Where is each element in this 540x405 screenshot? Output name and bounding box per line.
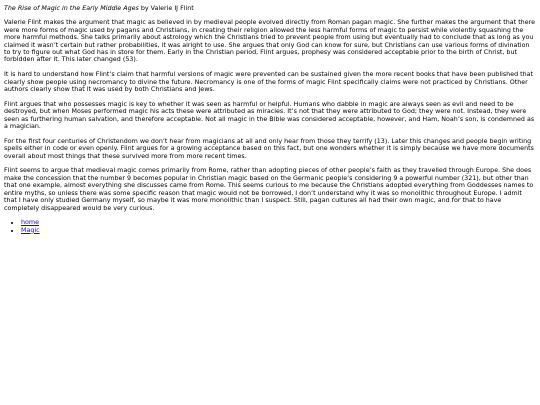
paragraph-necromancy: It is hard to understand how Flint’s claim that harmful versions of magic were prevented can be sustained given the more recent books that have been published that clearly show people using necromancy to divine the future. Necromancy is one of the forms of magic Flint specifically claims were not practiced by Christians. Other authors clearly show that it was used by both Christians and Jews. — [4, 71, 534, 94]
paragraph-intro: Valerie Flint makes the argument that magic as believed in by medieval people evolved directly from Roman pagan magic. She further makes the argument that there were more forms of magic used by pagans and Christians, in creating their religion allowed the less harmful forms of magic to persist while violently squashing the more harmful methods. She talks primarily about astrology which the Christians tried to prevent people from using but eventually had to conclude that as long as you claimed it wasn’t certain but rather probabilities, it was alright to use. She argues that only God can know for sure, but Christians can use various forms of divination to try to figure out what God has in store for them. Early in the Christian period, Flint argues, prophesy was considered acceptable prior to the birth of Christ, but forbidden after it. This later changed (53). — [4, 19, 535, 64]
nav-list — [4, 219, 535, 234]
page-heading — [4, 5, 535, 12]
book-title: The Rise of Magic in the Early Middle Ages — [4, 5, 139, 12]
magic-link[interactable]: Magic — [21, 226, 40, 234]
home-link[interactable]: home — [21, 219, 39, 227]
nav-item-magic — [21, 227, 535, 234]
paragraph-possession: Flint argues that who possesses magic is key to whether it was seen as harmful or helpful. Humans who dabble in magic are always seen as evil and need to be destroyed, but when Moses performed magic his acts these were attributed as miracles. It’s not that they were attributed to God; they were not. Instead, they were seen as furthering human salvation, and therefore acceptable. Not all magic in the Bible was considered acceptable, however, and Ham, Noah’s son, is condemned as a magician. — [4, 100, 535, 131]
author-line: by Valerie IJ Flint — [138, 5, 194, 12]
paragraph-rome: Flint seems to argue that medieval magic comes primarily from Rome, rather than adopting pieces of other people’s faith as they travelled through Europe. She does make the concession that the number 9 becomes popular in Christian magic based on the Germanic people’s considering 9 a powerful number (321), but other than that one example, almost everything she discusses came from Rome. This seems curious to me because the Christians adopted everything from Goddesses names to entire myths, so unless there was some specific reason that magic would not be borrowed, I don’t understand why it was so monolithic throughout Europe. I admit that I have only studied Germany myself, so maybe it was more monolithic than I suspect. Still, pagan cultures all had their own magic, and for that to have completely disappeared would be very curious. — [4, 167, 534, 212]
nav-item-home — [21, 219, 535, 226]
paragraph-centuries: For the first four centuries of Christendom we don’t hear from magicians at all and only hear from those they terrify (13). Later this changes and people begin writing spells either in code or even openly. Flint argues for a growing acceptance based on this fact, but one wonders whether it is simply because we have more documents overall about most things that these survived more from more recent times. — [4, 137, 534, 160]
